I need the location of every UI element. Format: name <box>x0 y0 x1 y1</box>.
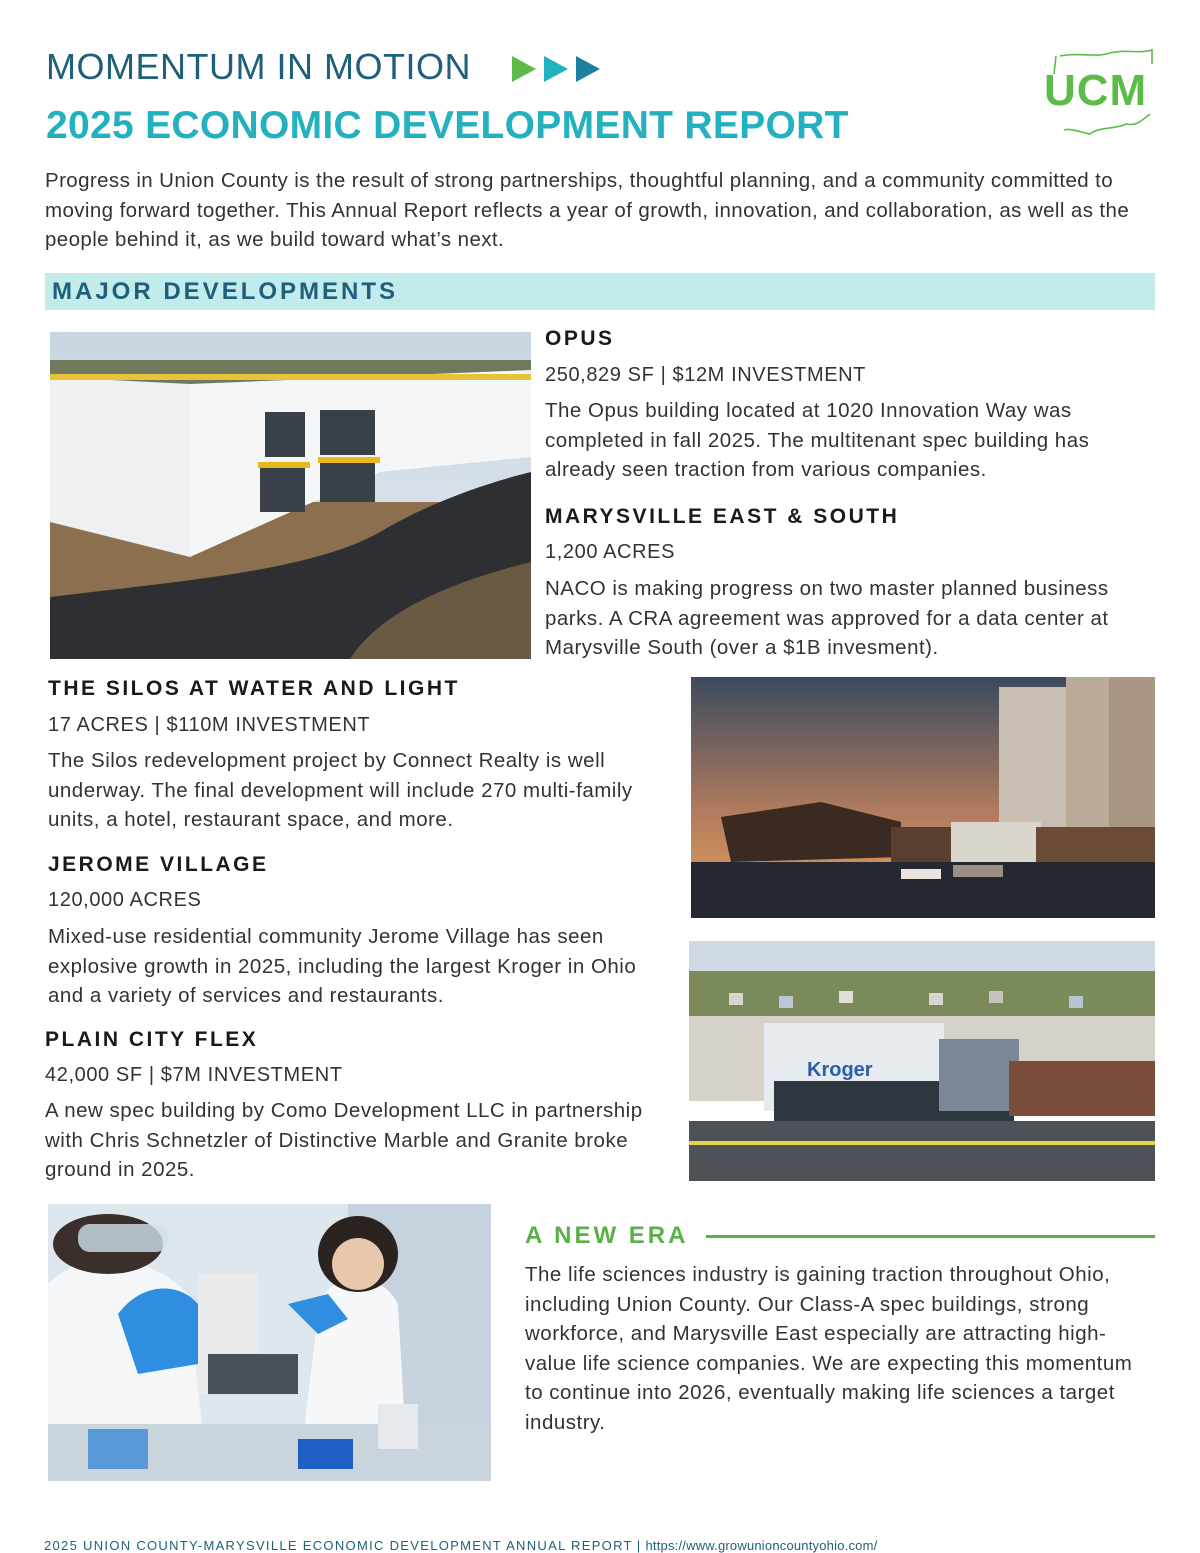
silos-body: The Silos redevelopment project by Connect Realty is well underway. The final development will include 270 multi-family units, a hotel, restaurant space, and more. <box>48 749 633 831</box>
kroger-sign: Kroger <box>807 1059 873 1081</box>
footer-separator: | <box>636 1538 642 1553</box>
intro-paragraph: Progress in Union County is the result of strong partnerships, thoughtful planning, and a community committed to moving forward together. This Annual Report reflects a year of growth, innovation, and collaboration, as well as the people behind it, as we build toward what’s next. <box>45 169 1130 251</box>
plain-city-body: A new spec building by Como Development LLC in partnership with Chris Schnetzler of Distinctive Marble and Granite broke ground in 2025. <box>45 1099 643 1181</box>
major-developments-band <box>45 273 1155 310</box>
report-title: 2025 ECONOMIC DEVELOPMENT REPORT <box>46 104 849 147</box>
ucm-logo <box>1040 44 1160 140</box>
new-era-title: A NEW ERA <box>525 1222 689 1249</box>
jerome-body: Mixed-use residential community Jerome Village has seen explosive growth in 2025, including the largest Kroger in Ohio and a variety of services and restaurants. <box>48 925 637 1007</box>
plain-city-title: PLAIN CITY FLEX <box>45 1028 259 1051</box>
new-era-body: The life sciences industry is gaining traction throughout Ohio, including Union County. Our Class-A spec buildings, strong workforce, and Marysville East especially are attracting high-value life science companies. We are expecting this momentum to continue into 2026, eventually making life sciences a target industry. <box>525 1263 1133 1434</box>
jerome-title: JEROME VILLAGE <box>48 853 269 876</box>
marysville-subtitle: 1,200 ACRES <box>545 541 676 563</box>
kroger-store-photo <box>689 941 1155 1181</box>
logo-text: UCM <box>1044 66 1148 115</box>
page-footer <box>44 1538 877 1553</box>
silos-subtitle: 17 ACRES | $110M INVESTMENT <box>48 714 371 736</box>
report-kicker: MOMENTUM IN MOTION <box>46 46 471 87</box>
arrow-icon-1 <box>512 56 536 82</box>
band-label: MAJOR DEVELOPMENTS <box>52 278 399 305</box>
footer-url-link[interactable]: https://www.growunioncountyohio.com/ <box>645 1538 878 1553</box>
footer-report-name: 2025 UNION COUNTY-MARYSVILLE ECONOMIC DEVELOPMENT ANNUAL REPORT <box>44 1538 633 1553</box>
silos-rendering-photo <box>691 677 1155 918</box>
arrow-icon-3 <box>576 56 600 82</box>
jerome-subtitle: 120,000 ACRES <box>48 889 202 911</box>
marysville-title: MARYSVILLE EAST & SOUTH <box>545 505 900 528</box>
opus-subtitle: 250,829 SF | $12M INVESTMENT <box>545 364 866 386</box>
triple-arrow-icon <box>510 54 605 84</box>
marysville-body: NACO is making progress on two master planned business parks. A CRA agreement was approved for a data center at Marysville South (over a $1B invesment). <box>545 577 1109 659</box>
new-era-divider <box>706 1235 1155 1238</box>
arrow-icon-2 <box>544 56 568 82</box>
life-sciences-lab-photo <box>48 1204 491 1481</box>
plain-city-subtitle: 42,000 SF | $7M INVESTMENT <box>45 1064 343 1086</box>
opus-building-photo <box>50 332 531 659</box>
silos-title: THE SILOS AT WATER AND LIGHT <box>48 677 460 700</box>
opus-title: OPUS <box>545 327 615 350</box>
opus-body: The Opus building located at 1020 Innovation Way was completed in fall 2025. The multitenant spec building has already seen traction from various companies. <box>545 399 1090 481</box>
